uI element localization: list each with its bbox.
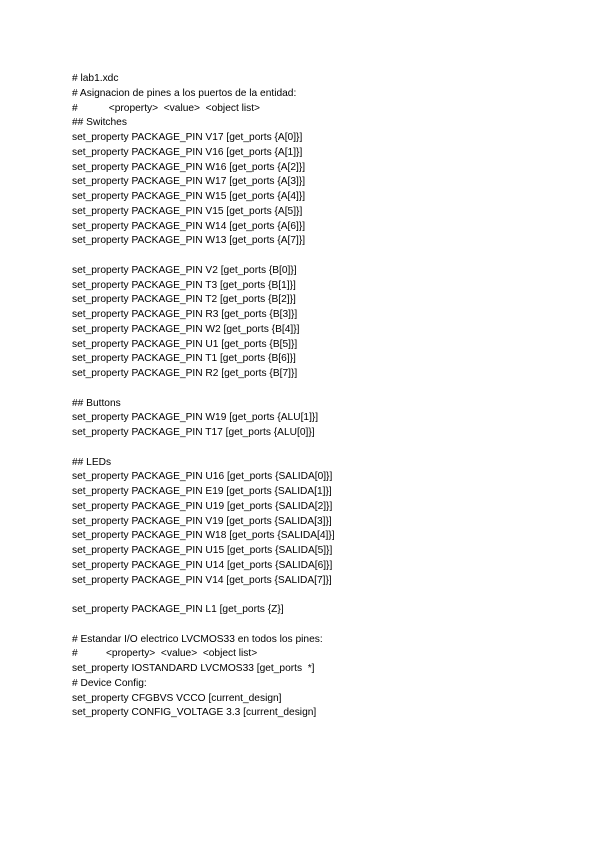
- text-line: set_property PACKAGE_PIN V2 [get_ports {B[0]}]: [72, 264, 297, 276]
- blank-line: [72, 618, 572, 633]
- blank-line: [72, 249, 572, 264]
- text-line: set_property PACKAGE_PIN W19 [get_ports {ALU[1]}]: [72, 412, 319, 424]
- text-line: set_property PACKAGE_PIN V14 [get_ports {SALIDA[7]}]: [72, 574, 332, 586]
- blank-line: [72, 382, 572, 397]
- text-line: ## Buttons: [72, 397, 121, 409]
- text-line: set_property PACKAGE_PIN W2 [get_ports {B[4]}]: [72, 323, 300, 335]
- text-line: set_property CFGBVS VCCO [current_design]: [72, 692, 282, 704]
- text-line: set_property PACKAGE_PIN V16 [get_ports {A[1]}]: [72, 146, 303, 158]
- text-line: set_property IOSTANDARD LVCMOS33 [get_ports *]: [72, 663, 315, 674]
- text-line: # <property> <value> <object list>: [72, 102, 261, 114]
- text-line: # <property> <value> <object list>: [72, 648, 258, 660]
- text-line: set_property PACKAGE_PIN W16 [get_ports {A[2]}]: [72, 161, 306, 173]
- text-line: ## LEDs: [72, 456, 112, 468]
- text-line: set_property PACKAGE_PIN R2 [get_ports {B[7]}]: [72, 368, 298, 379]
- blank-line: [72, 441, 572, 456]
- text-line: # lab1.xdc: [72, 73, 119, 84]
- text-line: set_property PACKAGE_PIN W15 [get_ports {A[4]}]: [72, 191, 306, 202]
- text-line: set_property PACKAGE_PIN U16 [get_ports {SALIDA[0]}]: [72, 471, 333, 483]
- xdc-constraints-text: [72, 72, 572, 721]
- text-line: # Asignacion de pines a los puertos de la entidad:: [72, 87, 297, 99]
- text-line: set_property PACKAGE_PIN W14 [get_ports {A[6]}]: [72, 220, 306, 232]
- text-line: set_property PACKAGE_PIN U14 [get_ports {SALIDA[6]}]: [72, 559, 333, 571]
- text-line: set_property CONFIG_VOLTAGE 3.3 [current_design]: [72, 707, 317, 719]
- text-line: set_property PACKAGE_PIN L1 [get_ports {Z}]: [72, 604, 284, 615]
- text-line: ## Switches: [72, 117, 127, 129]
- text-line: set_property PACKAGE_PIN V15 [get_ports {A[5]}]: [72, 205, 303, 217]
- text-line: set_property PACKAGE_PIN T2 [get_ports {B[2]}]: [72, 294, 296, 306]
- text-line: set_property PACKAGE_PIN T3 [get_ports {B[1]}]: [72, 279, 296, 291]
- text-line: set_property PACKAGE_PIN U1 [get_ports {B[5]}]: [72, 338, 298, 350]
- text-line: set_property PACKAGE_PIN W18 [get_ports {SALIDA[4]}]: [72, 530, 335, 542]
- text-line: set_property PACKAGE_PIN W17 [get_ports {A[3]}]: [72, 176, 306, 188]
- text-line: # Device Config:: [72, 677, 147, 689]
- blank-line: [72, 588, 572, 603]
- text-line: set_property PACKAGE_PIN U19 [get_ports {SALIDA[2]}]: [72, 500, 333, 512]
- text-line: set_property PACKAGE_PIN W13 [get_ports {A[7]}]: [72, 235, 306, 247]
- text-line: set_property PACKAGE_PIN E19 [get_ports {SALIDA[1]}]: [72, 486, 332, 497]
- text-line: # Estandar I/O electrico LVCMOS33 en todos los pines:: [72, 633, 323, 645]
- text-line: set_property PACKAGE_PIN V19 [get_ports {SALIDA[3]}]: [72, 515, 332, 527]
- text-line: set_property PACKAGE_PIN R3 [get_ports {B[3]}]: [72, 309, 298, 320]
- text-line: set_property PACKAGE_PIN T17 [get_ports {ALU[0]}]: [72, 427, 315, 438]
- text-line: set_property PACKAGE_PIN U15 [get_ports {SALIDA[5]}]: [72, 545, 333, 556]
- text-line: set_property PACKAGE_PIN T1 [get_ports {B[6]}]: [72, 353, 296, 365]
- text-line: set_property PACKAGE_PIN V17 [get_ports {A[0]}]: [72, 132, 303, 143]
